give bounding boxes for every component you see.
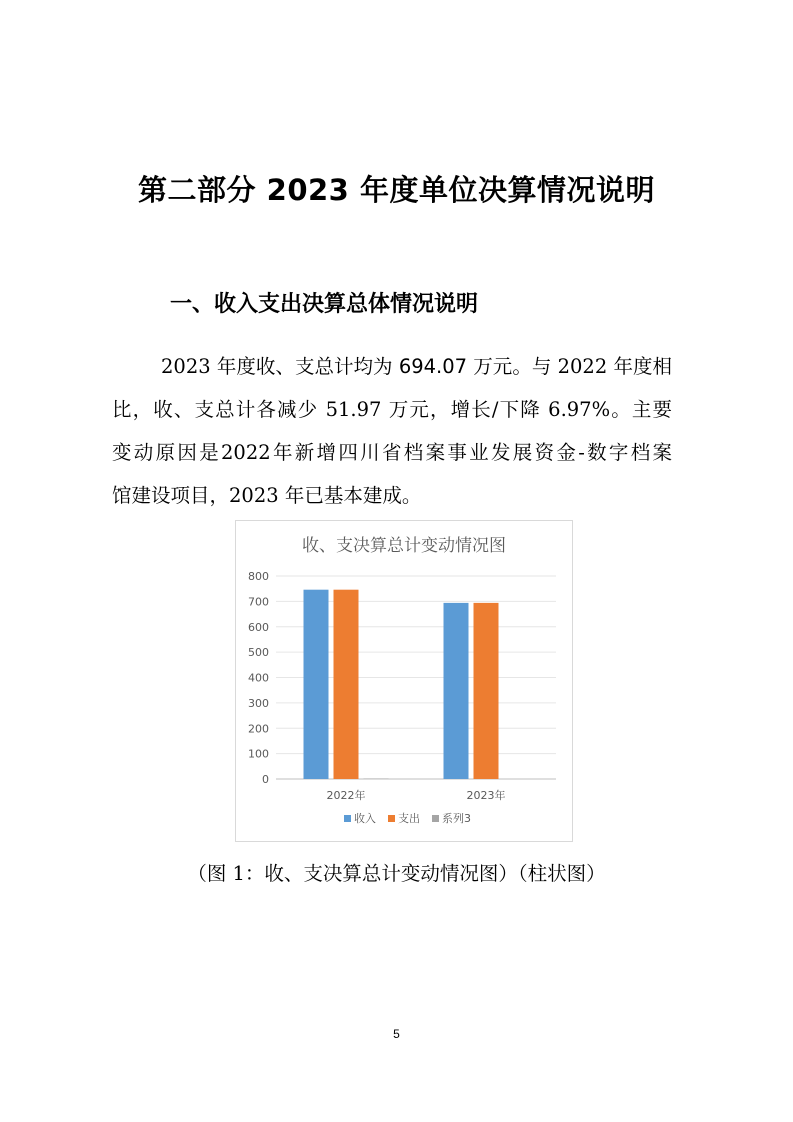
x-tick-label: 2022年: [326, 789, 366, 802]
bar-chart: [235, 520, 573, 842]
chart-title: 收、支决算总计变动情况图: [302, 536, 506, 556]
y-tick-label: 600: [248, 620, 269, 634]
y-tick-label: 0: [262, 773, 269, 786]
bar: [334, 590, 359, 779]
chart-canvas: [236, 521, 572, 841]
bar: [304, 590, 329, 779]
y-tick-label: 200: [248, 722, 269, 736]
page-title: 第二部分 2023 年度单位决算情况说明: [138, 173, 655, 207]
paragraph-line-1-pre: 2023 年度收、支总计均为: [161, 355, 399, 378]
paragraph-line-1-post: 万元。与 2022 年度相: [467, 355, 672, 378]
y-tick-label: 300: [248, 696, 269, 710]
total-amount: 694.07: [398, 355, 468, 378]
bar: [474, 603, 499, 779]
page-number: 5: [393, 1027, 400, 1041]
paragraph-line-3: 变动原因是2022年新增四川省档案事业发展资金-数字档案: [112, 441, 672, 464]
y-tick-label: 100: [248, 747, 269, 761]
y-tick-label: 400: [248, 671, 269, 685]
legend-swatch: [432, 815, 439, 822]
y-tick-label: 800: [248, 570, 269, 583]
paragraph-line-2: 比，收、支总计各减少 51.97 万元，增长/下降 6.97%。主要: [112, 398, 672, 421]
paragraph-line-4: 馆建设项目，2023 年已基本建成。: [112, 484, 422, 507]
body-paragraph: [112, 345, 672, 517]
section-heading: 一、收入支出决算总体情况说明: [170, 292, 479, 317]
x-tick-label: 2023年: [466, 789, 506, 802]
bar: [364, 778, 389, 779]
legend-label: 系列3: [442, 812, 471, 825]
figure-caption: （图 1：收、支决算总计变动情况图）（柱状图）: [187, 862, 606, 885]
legend-swatch: [344, 815, 351, 822]
bar: [444, 603, 469, 779]
legend-label: 收入: [354, 812, 376, 825]
y-tick-label: 500: [248, 646, 269, 660]
legend-swatch: [388, 815, 395, 822]
paragraph-line-1: [112, 345, 672, 388]
legend-label: 支出: [398, 812, 420, 825]
y-tick-label: 700: [248, 595, 269, 609]
